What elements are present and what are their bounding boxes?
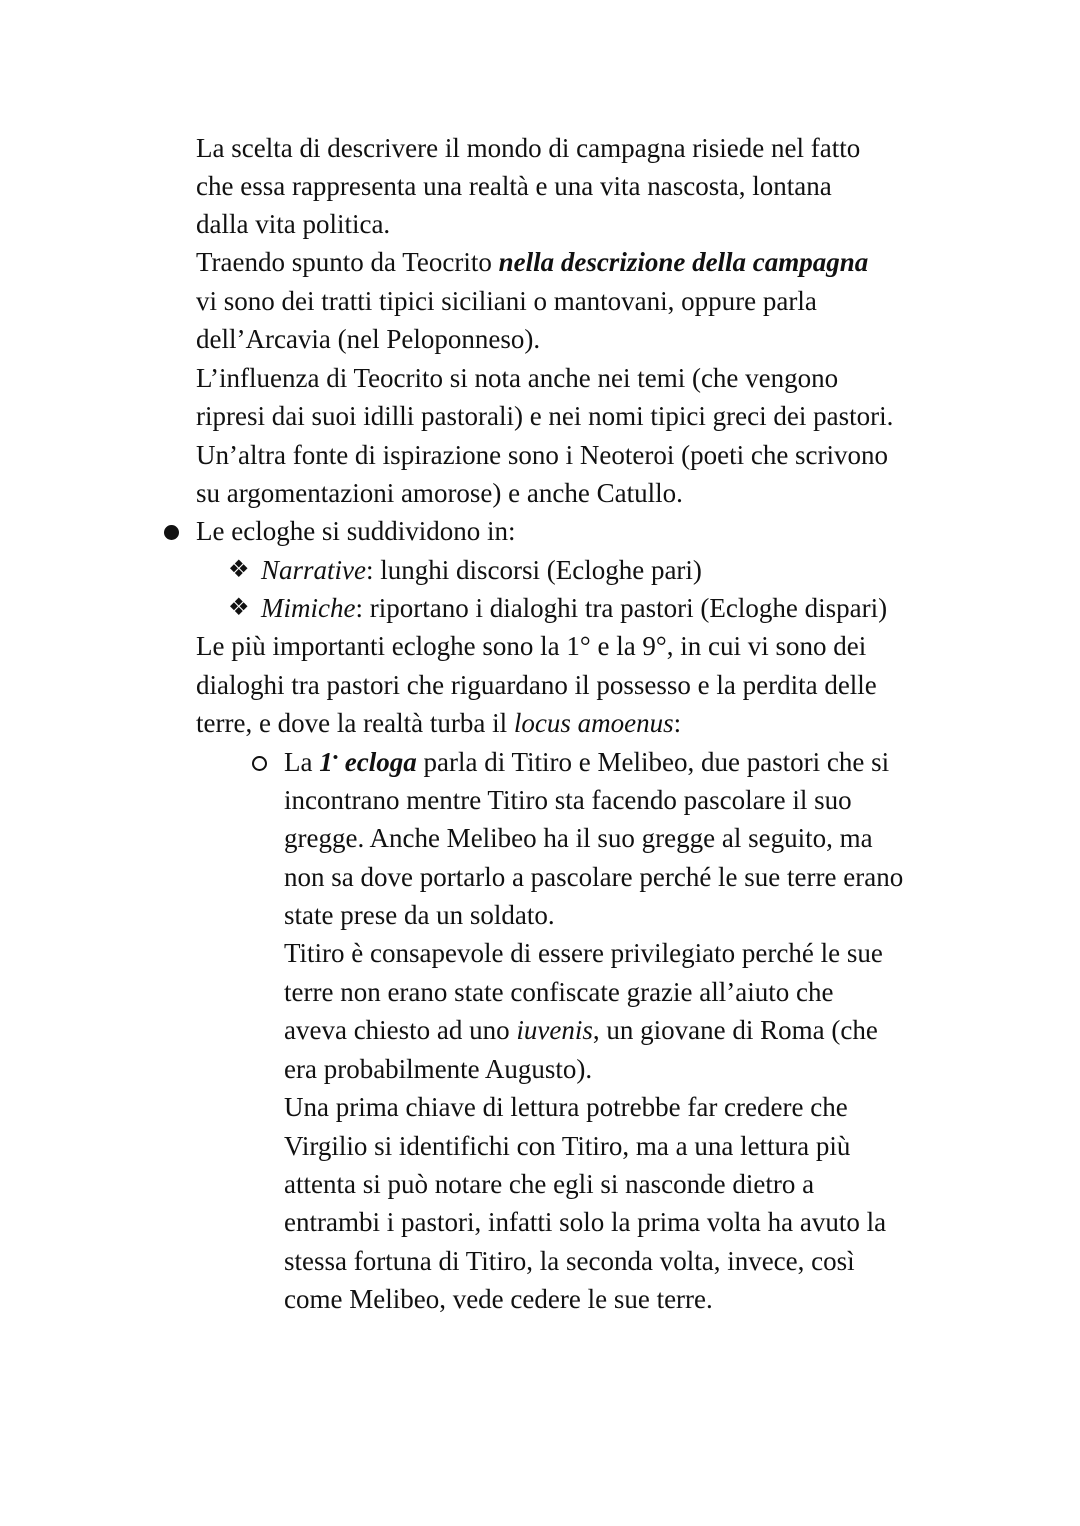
bullet-dot-icon	[164, 525, 179, 540]
ecloga1-intro-post: parla di Titiro e Melibeo, due pastori che si	[416, 747, 890, 777]
ecloga1-line-3: gregge. Anche Melibeo ha il suo gregge al seguito, ma	[284, 823, 873, 853]
ecloga1-para2-line-4: era probabilmente Augusto).	[284, 1054, 593, 1084]
ecloga1-para3-line-2: Virgilio si identifichi con Titiro, ma a una lettura più	[284, 1131, 851, 1161]
subitem-narrative-desc: : lunghi discorsi (Ecloghe pari)	[366, 555, 702, 585]
important-line-1: Le più importanti ecloghe sono la 1° e la 9°, in cui vi sono dei	[196, 631, 867, 661]
subitem-mimiche-term: Mimiche	[261, 593, 356, 623]
ecloga1-para2-line-1: Titiro è consapevole di essere privilegiato perché le sue	[284, 938, 883, 968]
iuvenis: iuvenis	[516, 1015, 593, 1045]
important-line-3	[196, 704, 681, 742]
influence-line-2: ripresi dai suoi idilli pastorali) e nei nomi tipici greci dei pastori.	[196, 401, 894, 431]
influence-line-1: L’influenza di Teocrito si nota anche nei temi (che vengono	[196, 363, 839, 393]
influence-line-4: su argomentazioni amorose) e anche Catullo.	[196, 478, 683, 508]
ecloga1-line-2: incontrano mentre Titiro sta facendo pascolare il suo	[284, 785, 852, 815]
ecloga1-line-1	[284, 743, 889, 781]
locus-amoenus: locus amoenus	[513, 708, 674, 738]
important-line-2: dialoghi tra pastori che riguardano il possesso e la perdita delle	[196, 670, 877, 700]
ecloga1-line-5: state prese da un soldato.	[284, 900, 555, 930]
ecloga1-intro-pre: La	[284, 747, 320, 777]
ecloga1-para3-line-3: attenta si può notare che egli si nasconde dietro a	[284, 1169, 815, 1199]
important-line-3-text: terre, e dove la realtà turba il	[196, 708, 514, 738]
teocrito-line-2: vi sono dei tratti tipici siciliani o mantovani, oppure parla	[196, 286, 817, 316]
diamond-bullet-icon: ❖	[228, 595, 250, 621]
intro-line-1: La scelta di descrivere il mondo di campagna risiede nel fatto	[196, 133, 861, 163]
ecloga1-para2-line-3-text: aveva chiesto ad uno	[284, 1015, 517, 1045]
subitem-narrative	[261, 551, 702, 589]
teocrito-line-1-text: Traendo spunto da Teocrito	[196, 247, 499, 277]
influence-line-3: Un’altra fonte di ispirazione sono i Neoteroi (poeti che scrivono	[196, 440, 889, 470]
important-line-3-end: :	[673, 708, 682, 738]
ecloga1-para2-line-3-end: , un giovane di Roma (che	[592, 1015, 878, 1045]
circle-bullet-icon	[252, 756, 267, 771]
ecloga1-para3-line-6: come Melibeo, vede cedere le sue terre.	[284, 1284, 713, 1314]
teocrito-line-3: dell’Arcavia (nel Peloponneso).	[196, 324, 541, 354]
intro-line-3: dalla vita politica.	[196, 209, 391, 239]
bullet-text: Le ecloghe si suddividono in:	[196, 516, 516, 546]
subitem-mimiche-desc: : riportano i dialoghi tra pastori (Ecloghe dispari)	[355, 593, 888, 623]
ecloga1-word: ecloga	[338, 747, 417, 777]
ecloga1-para3-line-4: entrambi i pastori, infatti solo la prima volta ha avuto la	[284, 1207, 887, 1237]
ecloga1-para2-line-3	[284, 1011, 878, 1049]
ecloga1-title	[319, 747, 417, 777]
intro-line-2: che essa rappresenta una realtà e una vita nascosta, lontana	[196, 171, 832, 201]
ecloga1-para2-line-2: terre non erano state confiscate grazie all’aiuto che	[284, 977, 834, 1007]
teocrito-emphasis: nella descrizione della campagna	[498, 247, 869, 277]
subitem-narrative-term: Narrative	[261, 555, 366, 585]
ecloga1-para3-line-1: Una prima chiave di lettura potrebbe far credere che	[284, 1092, 848, 1122]
subitem-mimiche	[261, 589, 887, 627]
ecloga1-line-4: non sa dove portarlo a pascolare perché le sue terre erano	[284, 862, 904, 892]
ecloga1-num: 1	[319, 747, 333, 777]
teocrito-line-1	[196, 243, 868, 281]
diamond-bullet-icon: ❖	[228, 557, 250, 583]
ecloga1-para3-line-5: stessa fortuna di Titiro, la seconda volta, invece, così	[284, 1246, 855, 1276]
ecloga1-sup: •	[332, 750, 338, 766]
